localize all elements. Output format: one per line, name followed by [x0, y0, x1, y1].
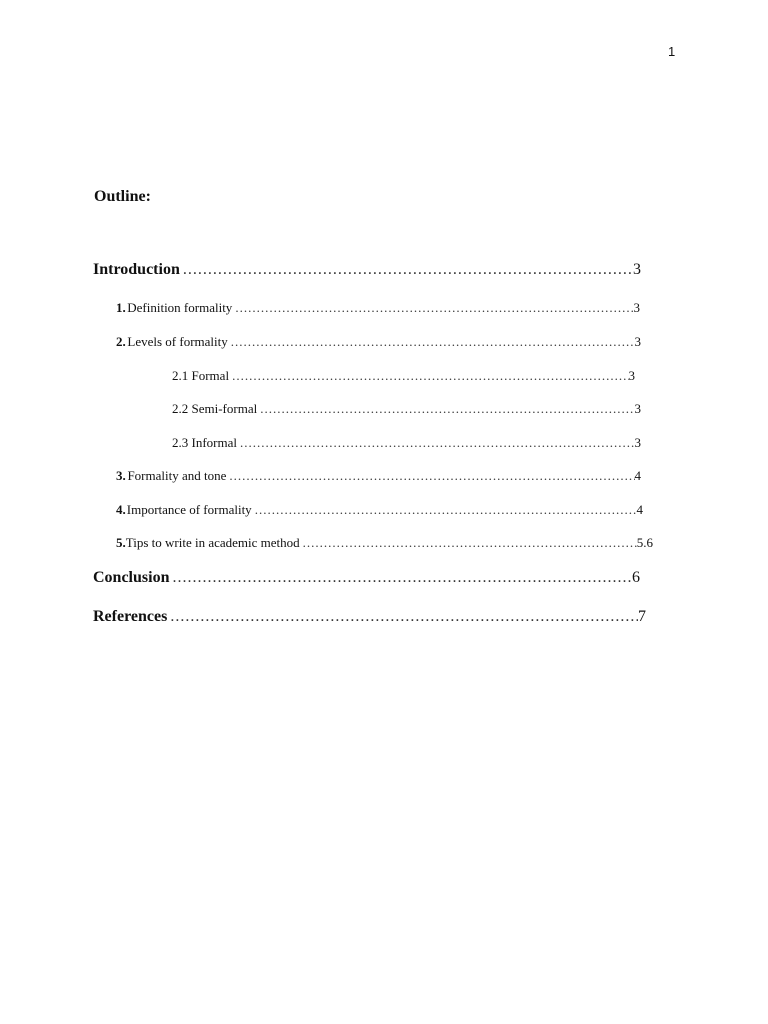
- toc-entry-importance-of-formality: [116, 502, 643, 518]
- toc-entry-references: [93, 608, 646, 626]
- toc-entry-formality-and-tone: [116, 468, 641, 484]
- toc-entry-levels-of-formality: [116, 334, 641, 350]
- toc-entry-page: 7: [638, 608, 646, 625]
- toc-leader-dots: [170, 608, 638, 626]
- toc-entry-label: References: [93, 608, 168, 625]
- toc-leader-dots: [303, 535, 637, 551]
- toc-entry-label: Formality and tone: [127, 468, 227, 483]
- toc-leader-dots: [232, 368, 628, 384]
- toc-entry-formal: [172, 368, 635, 384]
- toc-leader-dots: [240, 435, 635, 451]
- toc-entry-introduction: [93, 261, 641, 279]
- toc-entry-tips-academic-method: [116, 535, 653, 551]
- toc-entry-number: 1.: [116, 300, 126, 315]
- toc-entry-label: Importance of formality: [126, 502, 252, 517]
- toc-entry-definition-formality: [116, 300, 640, 316]
- toc-entry-label: Levels of formality: [127, 334, 228, 349]
- toc-entry-page: 3: [634, 334, 641, 349]
- toc-leader-dots: [235, 300, 633, 316]
- toc-entry-page: 4: [636, 502, 643, 517]
- toc-entry-label: 2.1 Formal: [172, 368, 230, 383]
- toc-entry-informal: [172, 435, 641, 451]
- toc-entry-semi-formal: [172, 401, 641, 417]
- toc-leader-dots: [255, 502, 637, 518]
- toc-entry-conclusion: [93, 569, 640, 587]
- toc-entry-page: 3: [634, 401, 641, 416]
- toc-entry-page: 3: [633, 300, 640, 315]
- toc-entry-label: Tips to write in academic method: [125, 535, 300, 550]
- toc-entry-label: 2.2 Semi-formal: [172, 401, 258, 416]
- toc-entry-number: 4.: [116, 502, 126, 517]
- toc-entry-page: 3: [628, 368, 635, 383]
- toc-entry-label: Conclusion: [93, 569, 170, 586]
- toc-entry-page: 5.6: [636, 535, 653, 550]
- page-number: 1: [668, 44, 676, 59]
- toc-entry-label: Introduction: [93, 261, 180, 278]
- toc-entry-page: 6: [632, 569, 640, 586]
- toc-entry-page: 3: [633, 261, 641, 278]
- toc-entry-label: 2.3 Informal: [172, 435, 237, 450]
- toc-entry-number: 5.: [116, 535, 126, 550]
- toc-entry-number: 2.: [116, 334, 126, 349]
- toc-leader-dots: [229, 468, 634, 484]
- toc-entry-page: 4: [634, 468, 641, 483]
- toc-entry-number: 3.: [116, 468, 126, 483]
- toc-leader-dots: [172, 569, 632, 587]
- toc-leader-dots: [231, 334, 635, 350]
- toc-entry-page: 3: [634, 435, 641, 450]
- toc-entry-label: Definition formality: [127, 300, 233, 315]
- toc-leader-dots: [260, 401, 634, 417]
- outline-heading: Outline:: [94, 188, 151, 205]
- toc-leader-dots: [183, 261, 633, 279]
